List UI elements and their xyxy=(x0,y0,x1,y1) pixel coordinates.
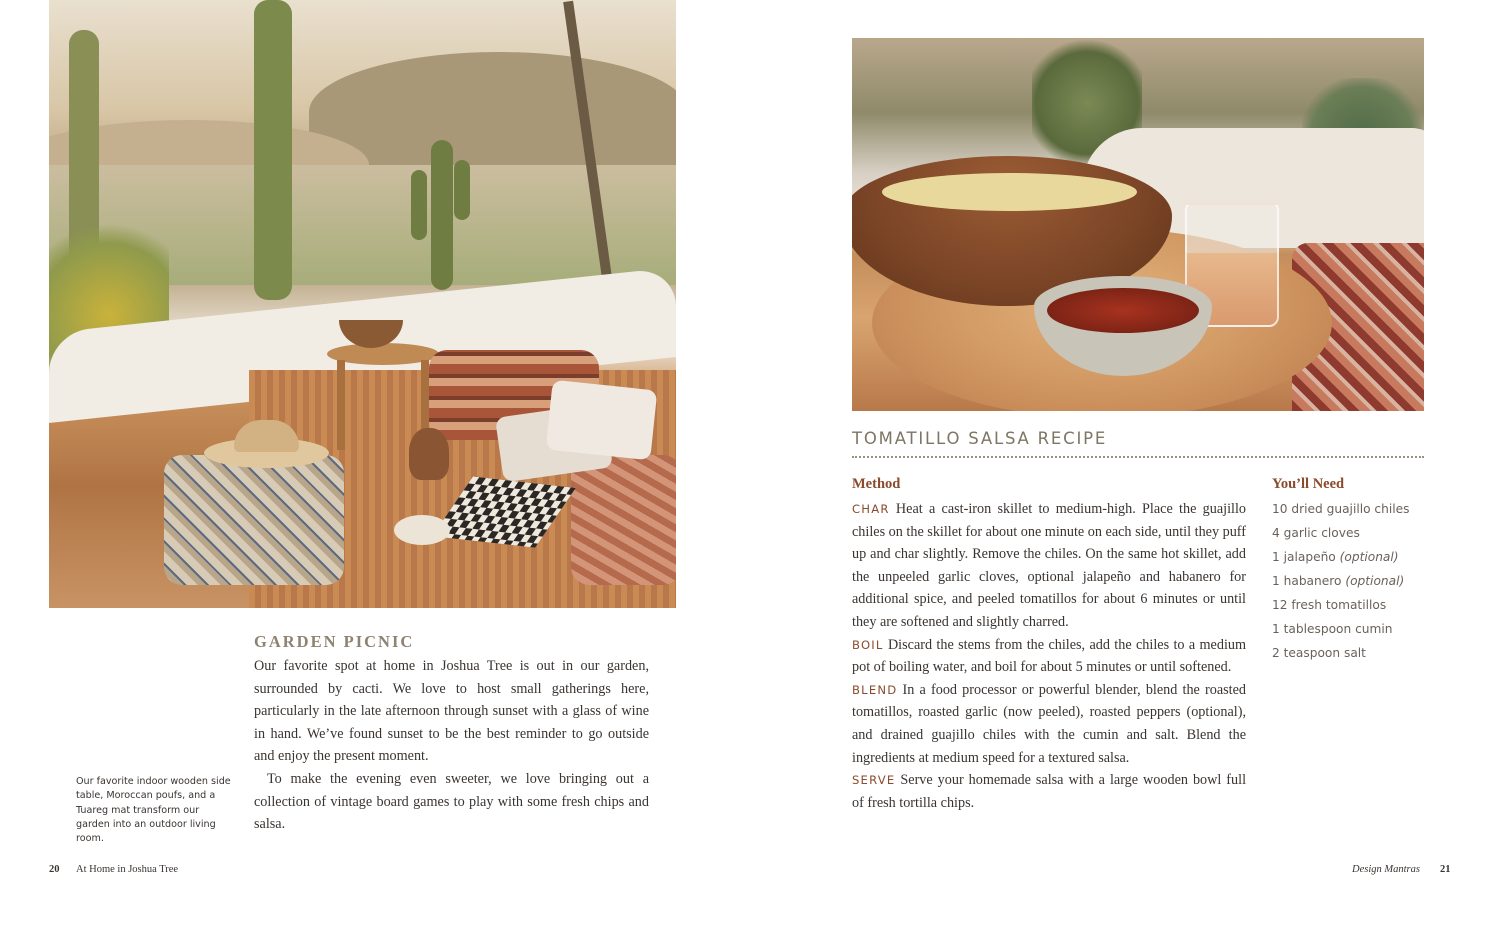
recipe-heading: TOMATILLO SALSA RECIPE xyxy=(852,429,1108,448)
ingredient-item: 12 fresh tomatillos xyxy=(1272,598,1387,612)
page-number-left: 20 xyxy=(49,864,60,875)
step-label: BOIL xyxy=(852,637,884,652)
step-label: BLEND xyxy=(852,682,898,697)
step-label: SERVE xyxy=(852,773,896,788)
step-text: Heat a cast-iron skillet to medium-high. Place the guajillo chiles on the skillet for about one minute on each side, until they puff up and char slightly. Remove the chiles. On the same hot skillet, add the unpeeled garlic cloves, optional jalapeño and habanero for additional spice, and peeled tomatillos for about 6 minutes or until they are softened and slightly charred. xyxy=(852,501,1247,630)
method-label: Method xyxy=(852,476,901,492)
garden-picnic-heading: GARDEN PICNIC xyxy=(254,632,415,651)
garden-picnic-photo xyxy=(49,0,676,608)
ingredient-item: 4 garlic cloves xyxy=(1272,526,1360,540)
step-blend xyxy=(852,679,1246,769)
ingredient-item: 1 habanero (optional) xyxy=(1272,574,1405,588)
garden-picnic-paragraph-2: To make the evening even sweeter, we love bringing out a collection of vintage board games to play with some fresh chips and salsa. xyxy=(254,771,649,833)
step-serve xyxy=(852,769,1246,814)
page-number-right: 21 xyxy=(1440,864,1451,875)
photo-caption: Our favorite indoor wooden side table, Moroccan poufs, and a Tuareg mat transform our garden into an outdoor living room. xyxy=(76,776,231,845)
step-text: Discard the stems from the chiles, add the chiles to a medium pot of boiling water, and boil for about 5 minutes or until softened. xyxy=(852,636,1247,676)
ingredients-list xyxy=(1272,497,1432,665)
running-title-right: Design Mantras xyxy=(1352,864,1420,875)
step-text: Serve your homemade salsa with a large wooden bowl full of fresh tortilla chips. xyxy=(852,772,1247,811)
running-title-left: At Home in Joshua Tree xyxy=(76,864,179,875)
step-char xyxy=(852,498,1246,634)
ingredient-item: 10 dried guajillo chiles xyxy=(1272,502,1410,516)
step-text: In a food processor or powerful blender, blend the roasted tomatillos, roasted garlic (now peeled), roasted peppers (optional), and drained guajillo chiles with the cumin and salt. Blend the ingredients at medium speed for a textured salsa. xyxy=(852,681,1246,766)
step-boil xyxy=(852,634,1246,679)
salsa-and-chips-photo xyxy=(852,38,1424,411)
ingredient-item: 2 teaspoon salt xyxy=(1272,646,1366,660)
garden-picnic-paragraph-1: Our favorite spot at home in Joshua Tree is out in our garden, surrounded by cacti. We love to host small gatherings here, particularly in the late afternoon through sunset with a glass of wine in hand. We’ve found sunset to be the best reminder to go outside and enjoy the present moment. xyxy=(254,658,649,765)
step-label: CHAR xyxy=(852,502,890,516)
method-steps xyxy=(852,498,1246,814)
ingredient-item: 1 jalapeño (optional) xyxy=(1272,550,1399,564)
ingredient-item: 1 tablespoon cumin xyxy=(1272,622,1393,636)
recipe-heading-rule xyxy=(852,456,1424,458)
ingredients-label: You’ll Need xyxy=(1272,476,1345,492)
